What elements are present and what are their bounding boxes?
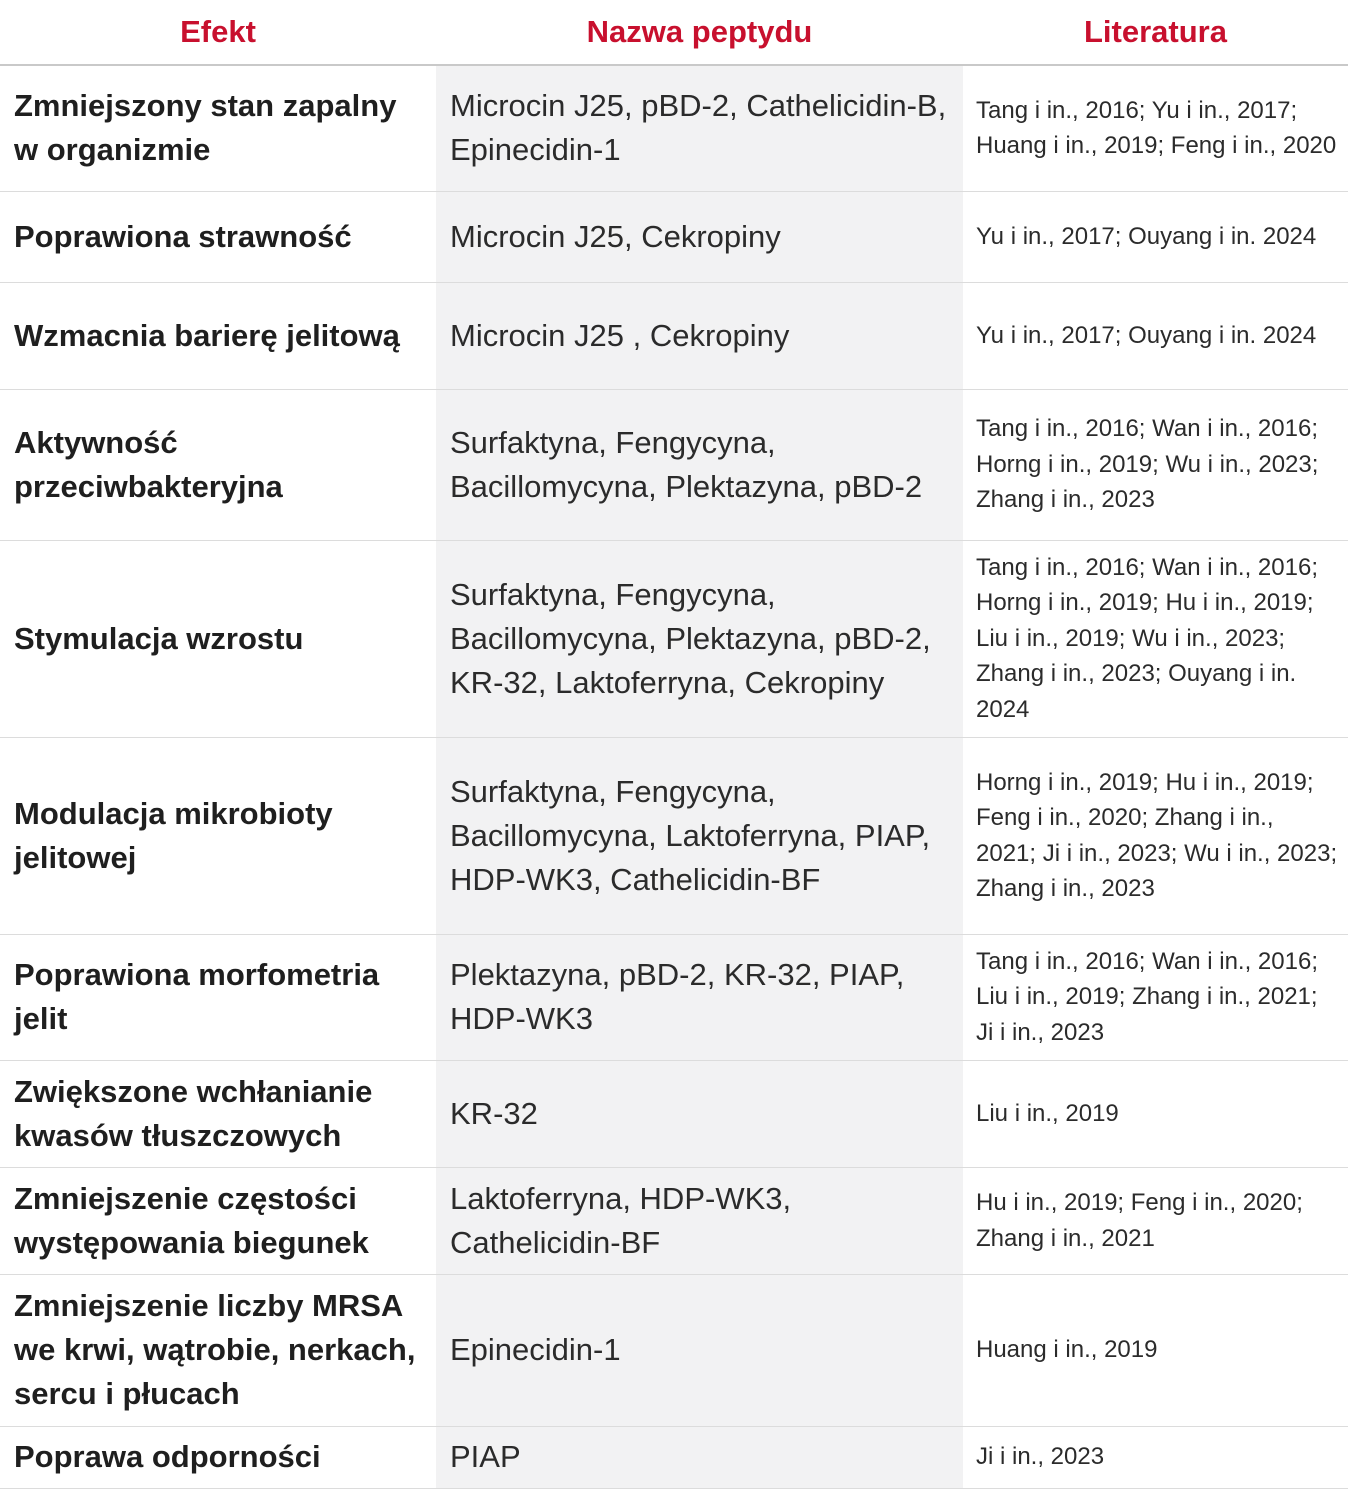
table-row — [0, 282, 1348, 389]
literature-cell: Tang i in., 2016; Wan i in., 2016; Horng i in., 2019; Hu i in., 2019; Liu i in., 2019; Wu i in., 2023; Zhang i in., 2023; Ouyang i in. 2024 — [963, 540, 1348, 737]
table-row — [0, 540, 1348, 737]
literature-cell: Liu i in., 2019 — [963, 1060, 1348, 1167]
peptide-cell: Surfaktyna, Fengycyna, Bacillomycyna, Plektazyna, pBD-2 — [436, 389, 963, 540]
table-row — [0, 389, 1348, 540]
literature-cell: Tang i in., 2016; Wan i in., 2016; Liu i in., 2019; Zhang i in., 2021; Ji i in., 2023 — [963, 934, 1348, 1060]
peptide-cell: Microcin J25, pBD-2, Cathelicidin-B, Epinecidin-1 — [436, 65, 963, 191]
peptide-cell: Epinecidin-1 — [436, 1274, 963, 1426]
effect-cell: Poprawa odporności — [0, 1426, 436, 1488]
table-row — [0, 934, 1348, 1060]
peptide-cell: Microcin J25 , Cekropiny — [436, 282, 963, 389]
table-row — [0, 737, 1348, 934]
effect-cell: Poprawiona morfometria jelit — [0, 934, 436, 1060]
table-row — [0, 1167, 1348, 1274]
literature-cell: Yu i in., 2017; Ouyang i in. 2024 — [963, 282, 1348, 389]
effect-cell: Zmniejszenie częstości występowania biegunek — [0, 1167, 436, 1274]
effect-cell: Modulacja mikrobioty jelitowej — [0, 737, 436, 934]
effect-cell: Zwiększone wchłanianie kwasów tłuszczowych — [0, 1060, 436, 1167]
effect-cell: Zmniejszony stan zapalny w organizmie — [0, 65, 436, 191]
literature-cell: Huang i in., 2019 — [963, 1274, 1348, 1426]
table-row — [0, 1426, 1348, 1488]
header-literature: Literatura — [963, 0, 1348, 65]
header-peptide-name: Nazwa peptydu — [436, 0, 963, 65]
effect-cell: Wzmacnia barierę jelitową — [0, 282, 436, 389]
effect-cell: Stymulacja wzrostu — [0, 540, 436, 737]
peptide-cell: Plektazyna, pBD-2, KR-32, PIAP, HDP-WK3 — [436, 934, 963, 1060]
peptide-cell: Laktoferryna, HDP-WK3, Cathelicidin-BF — [436, 1167, 963, 1274]
header-row — [0, 0, 1348, 65]
peptide-cell: Surfaktyna, Fengycyna, Bacillomycyna, Plektazyna, pBD-2, KR-32, Laktoferryna, Cekropiny — [436, 540, 963, 737]
peptide-cell: PIAP — [436, 1426, 963, 1488]
literature-cell: Hu i in., 2019; Feng i in., 2020; Zhang i in., 2021 — [963, 1167, 1348, 1274]
table-row — [0, 191, 1348, 282]
table-row — [0, 65, 1348, 191]
table-row — [0, 1060, 1348, 1167]
literature-cell: Ji i in., 2023 — [963, 1426, 1348, 1488]
literature-cell: Tang i in., 2016; Yu i in., 2017; Huang i in., 2019; Feng i in., 2020 — [963, 65, 1348, 191]
literature-cell: Tang i in., 2016; Wan i in., 2016; Horng i in., 2019; Wu i in., 2023; Zhang i in., 2023 — [963, 389, 1348, 540]
literature-cell: Horng i in., 2019; Hu i in., 2019; Feng i in., 2020; Zhang i in., 2021; Ji i in., 2023; Wu i in., 2023; Zhang i in., 2023 — [963, 737, 1348, 934]
literature-cell: Yu i in., 2017; Ouyang i in. 2024 — [963, 191, 1348, 282]
effect-cell: Poprawiona strawność — [0, 191, 436, 282]
effect-cell: Zmniejszenie liczby MRSA we krwi, wątrobie, nerkach, sercu i płucach — [0, 1274, 436, 1426]
peptide-cell: Microcin J25, Cekropiny — [436, 191, 963, 282]
effect-cell: Aktywność przeciwbakteryjna — [0, 389, 436, 540]
table-row — [0, 1274, 1348, 1426]
header-effect: Efekt — [0, 0, 436, 65]
peptide-cell: KR-32 — [436, 1060, 963, 1167]
peptide-cell: Surfaktyna, Fengycyna, Bacillomycyna, Laktoferryna, PIAP, HDP-WK3, Cathelicidin-BF — [436, 737, 963, 934]
